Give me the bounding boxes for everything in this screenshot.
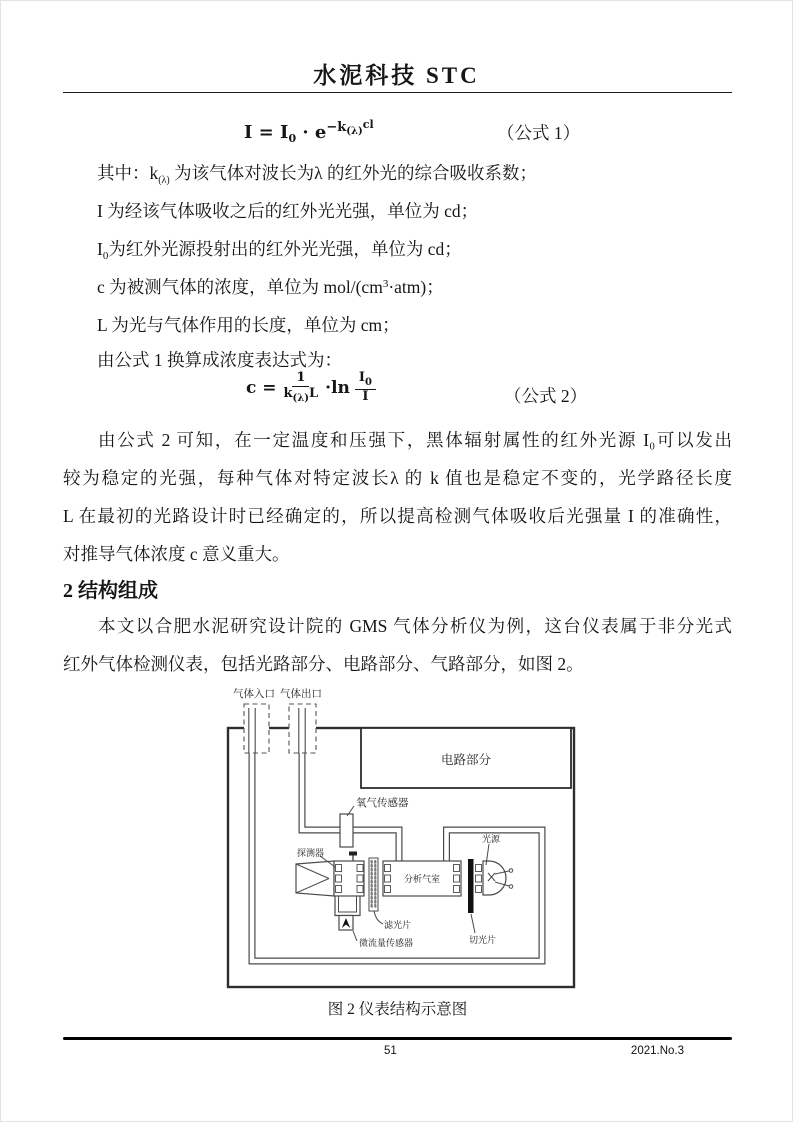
filter-strip [369,858,378,911]
gas-outlet-label: 气体出口 [280,689,322,700]
detector-stem-cap [349,852,357,856]
chopper-label: 切光片 [469,935,497,945]
detector-label: 探测器 [297,848,325,858]
paragraph2-line: 本文以合肥水泥研究设计院的 GMS 气体分析仪为例，这台仪表属于非分光式 [98,616,732,636]
formula-1-tag: （公式 1） [497,123,581,143]
definition-intro-line: 由公式 1 换算成浓度表达式为： [97,350,342,370]
paragraph1-line: 对推导气体浓度 c 意义重大。 [63,544,290,564]
filter-label: 滤光片 [384,920,412,930]
oxygen-sensor-label: 氧气传感器 [356,798,409,809]
paragraph2-line: 红外气体检测仪表，包括光路部分、电路部分、气路部分，如图 2。 [63,654,584,674]
definition-line-L: L 为光与气体作用的长度，单位为 cm； [97,315,400,335]
definition-line-k: 其中：$k_{(\lambda)}$ 为该气体对波长为λ 的红外光的综合吸收系数； [97,163,537,186]
definition-line-I: I 为经该气体吸收之后的红外光光强，单位为 cd； [97,201,479,221]
issue-number: 2021.No.3 [630,1045,684,1057]
paragraph1-line: L 在最初的光路设计时已经确定的，所以提高检测气体吸收后光强量 I 的准确性， [63,506,732,526]
formula-1: $I = I_0 \cdot e^{-k_{(\lambda)}^{cl}}$ [244,118,374,145]
oxygen-sensor-body [340,814,353,847]
micro-flow-sensor-label: 微流量传感器 [359,938,414,948]
section-heading: 2 结构组成 [63,580,158,602]
definition-line-I0: $I_0$为红外光源投射出的红外光光强，单位为 cd； [97,239,462,262]
gas-inlet-label: 气体入口 [233,689,275,700]
paragraph1-line: 由公式 2 可知，在一定温度和压强下，黑体辐射属性的红外光源 I₀可以发出 [98,430,732,450]
gas-outlet-stub [289,704,316,753]
footer-rule [63,1037,732,1040]
chopper-bar [468,859,474,913]
paragraph1-line: 较为稳定的光强，每种气体对特定波长λ 的 k 值也是稳定不变的，光学路径长度 [63,468,732,488]
definition-line-c: c 为被测气体的浓度，单位为 mol/$(cm^3\cdot atm)$； [97,277,444,297]
header-rule [63,92,732,93]
analysis-chamber-label: 分析气室 [403,874,441,884]
journal-header-title: 水泥科技 STC [313,63,480,88]
circuit-section-label: 电路部分 [440,753,492,767]
page-number: 51 [384,1045,397,1057]
gas-inlet-stub [244,704,269,753]
figure-instrument-schematic [223,684,593,990]
light-source-label: 光源 [482,834,501,844]
formula-2: c = $\frac{1}{k_{(\lambda)}L}$ ·ln $\frac{I_0}{I}$ [246,371,376,404]
figure-caption: 图 2 仪表结构示意图 [327,1001,468,1018]
formula-2-tag: （公式 2） [504,386,588,406]
